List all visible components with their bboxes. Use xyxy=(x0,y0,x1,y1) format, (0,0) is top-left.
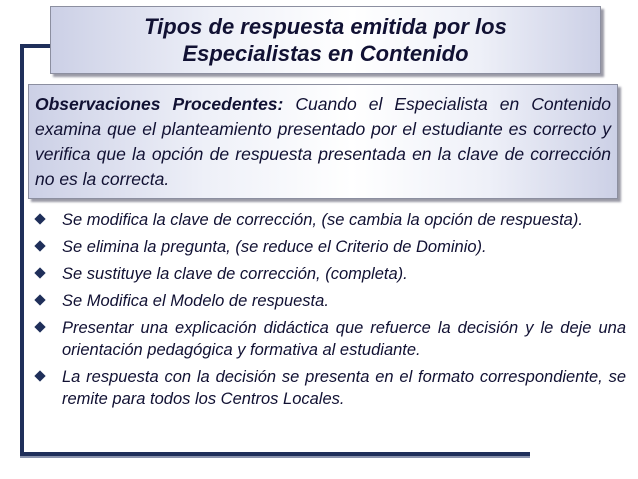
bullet-item xyxy=(36,290,626,312)
diamond-bullet-icon xyxy=(34,321,45,332)
diamond-bullet-icon xyxy=(34,370,45,381)
bullet-text: Presentar una explicación didáctica que refuerce la decisión y le deje una orientación pedagógica y formativa al estudiante. xyxy=(62,319,626,359)
diamond-bullet-icon xyxy=(34,267,45,278)
bullet-text: Se sustituye la clave de corrección, (completa). xyxy=(62,265,408,283)
bullet-item xyxy=(36,236,626,258)
observation-label: Observaciones Procedentes: xyxy=(35,94,284,114)
bullet-text: Se modifica la clave de corrección, (se cambia la opción de respuesta). xyxy=(62,211,583,229)
bullet-text: Se elimina la pregunta, (se reduce el Criterio de Dominio). xyxy=(62,238,487,256)
diamond-bullet-icon xyxy=(34,213,45,224)
diamond-bullet-icon xyxy=(34,294,45,305)
observation-box xyxy=(28,84,618,199)
slide-title-line-1: Tipos de respuesta emitida por los xyxy=(144,14,507,39)
bullet-item xyxy=(36,263,626,285)
bullet-list xyxy=(36,209,626,415)
slide-title-box xyxy=(50,6,601,74)
observation-paragraph xyxy=(35,92,611,192)
bullet-text: La respuesta con la decisión se presenta en el formato correspondiente, se remite para todos los Centros Locales. xyxy=(62,368,626,408)
bullet-item xyxy=(36,209,626,231)
frame-left-bar xyxy=(20,44,24,456)
slide-title-line-2: Especialistas en Contenido xyxy=(182,41,469,66)
frame-top-bar xyxy=(20,44,50,48)
bullet-item xyxy=(36,366,626,410)
diamond-bullet-icon xyxy=(34,240,45,251)
bullet-item xyxy=(36,317,626,361)
observation-text: Cuando el Especialista en Contenido examina que el planteamiento presentado por el estudiante es correcto y verifica que la opción de respuesta presentada en la clave de corrección no es la correcta. xyxy=(35,94,611,189)
frame-bottom-bar xyxy=(20,452,530,456)
bullet-text: Se Modifica el Modelo de respuesta. xyxy=(62,292,329,310)
